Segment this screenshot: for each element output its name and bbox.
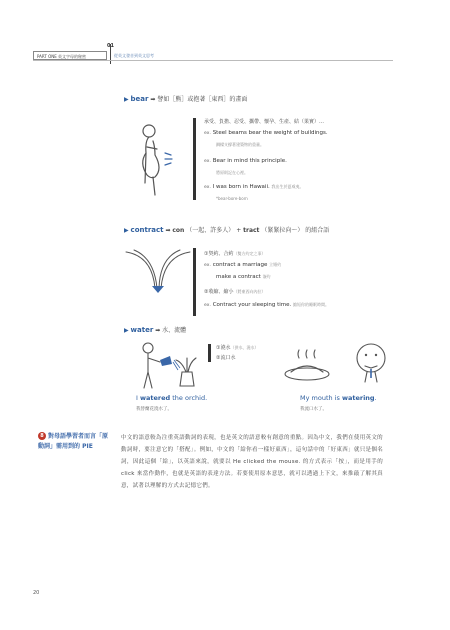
water-caption-1: I watered the orchid. [136, 394, 208, 402]
converging-arrows-illustration [124, 248, 194, 293]
note-number-badge: 8 [38, 432, 46, 440]
chapter-number: 01 [107, 43, 114, 49]
contract-example-2: make a contract 簽約 [216, 274, 271, 280]
steaming-dish-illustration [283, 348, 331, 384]
entry-gloss: 譬如［熊］或抱著［東西］的畫面 [157, 96, 248, 103]
header-rule [33, 60, 393, 61]
arrow-icon: ➡ [150, 96, 158, 103]
entry-word: water [130, 326, 154, 334]
bear-example-3: ex. I was born in Hawaii. 我出生於夏威夷。 [204, 184, 304, 190]
prefix-con-gloss: （一起、許多人） [186, 227, 235, 234]
side-note [38, 432, 108, 452]
bear-senses: 承受、負擔、忍受、攜帶、懷孕、生產、結（果實）… [204, 119, 325, 125]
side-note-text: 對母語學習者而言「原動詞」需用到的 PIE [38, 433, 109, 450]
triangle-bullet-icon: ▶ [124, 227, 129, 234]
bear-example-1-translation: 鋼樑支撐著建築物的重量。 [216, 142, 264, 147]
example-bar [193, 248, 196, 316]
example-bar [193, 118, 196, 200]
entry-heading-water [124, 325, 186, 334]
page-number: 20 [33, 590, 40, 596]
root-tract: tract [243, 227, 260, 234]
entry-gloss: 水、流體 [162, 327, 187, 334]
pregnant-woman-illustration [133, 123, 193, 203]
body-paragraph: 中文的語意較為注重英語動詞的表現，也是英文的語意較有創意的重點。因為中文，我們在使用英文的動詞時，要注意它的「搭配」。例如，中文的「給你看一樣好東西」，這句話中的「好東西」就只是個名詞，因此這個「給」，以英語來說，就要以 He clicked the mouse. 的方式表示「按」，而是用手的 click 來當作動作，也就是英語的表達方法。若要使用原本意思，就可以透過上下文，來推敲了解其真意，試著以理解的方式去記憶它們。 [121, 435, 383, 489]
contract-example-1: ex. contract a marriage 立婚約 [204, 262, 282, 268]
arrow-icon: ➡ [155, 327, 163, 334]
entry-heading-contract: ▶ contract ➡ con （一起、許多人） + tract （緊緊拉向～） 的組合語 [124, 226, 330, 234]
example-bar [208, 344, 211, 362]
bear-example-2-translation: 將原則記在心裡。 [216, 170, 248, 175]
entry-word: contract [130, 226, 164, 234]
running-header-box: PART ONE 英文字母的秘密 [33, 51, 107, 60]
contract-sense-2: ②收縮、縮小（將東西向內拉） [204, 289, 266, 295]
contract-example-3: ex. Contract your sleeping time. 縮短你的睡眠時間。 [204, 302, 330, 308]
bear-example-1: ex. Steel beams bear the weight of buildings. [204, 130, 328, 136]
drooling-face-illustration [353, 342, 389, 384]
bear-example-2: ex. Bear in mind this principle. [204, 158, 287, 164]
watering-plant-illustration [136, 342, 206, 390]
water-sense-2: ②流口水 [216, 355, 236, 361]
water-caption-1-translation: 我替蘭花澆水了。 [136, 407, 172, 412]
contract-sense-1: ①契約、合約（雙方約定之事） [204, 251, 266, 257]
prefix-con: con [172, 227, 185, 234]
entry-word: bear [130, 95, 149, 103]
entry-heading-bear [124, 94, 247, 103]
running-header-subtitle: 從英文發音到英文思考 [114, 53, 154, 58]
arrow-icon: ➡ [165, 227, 173, 234]
water-sense-1: ①澆水（供水、澆水） [216, 345, 259, 351]
triangle-bullet-icon: ▶ [124, 327, 129, 334]
water-caption-2: My mouth is watering. [300, 394, 377, 402]
entry-tail: 的組合語 [305, 227, 330, 234]
triangle-bullet-icon: ▶ [124, 96, 129, 103]
bear-conjugation-note: *bear-bore-born [216, 196, 248, 201]
water-caption-2-translation: 我流口水了。 [300, 407, 327, 412]
root-tract-gloss: （緊緊拉向～） [261, 227, 304, 234]
